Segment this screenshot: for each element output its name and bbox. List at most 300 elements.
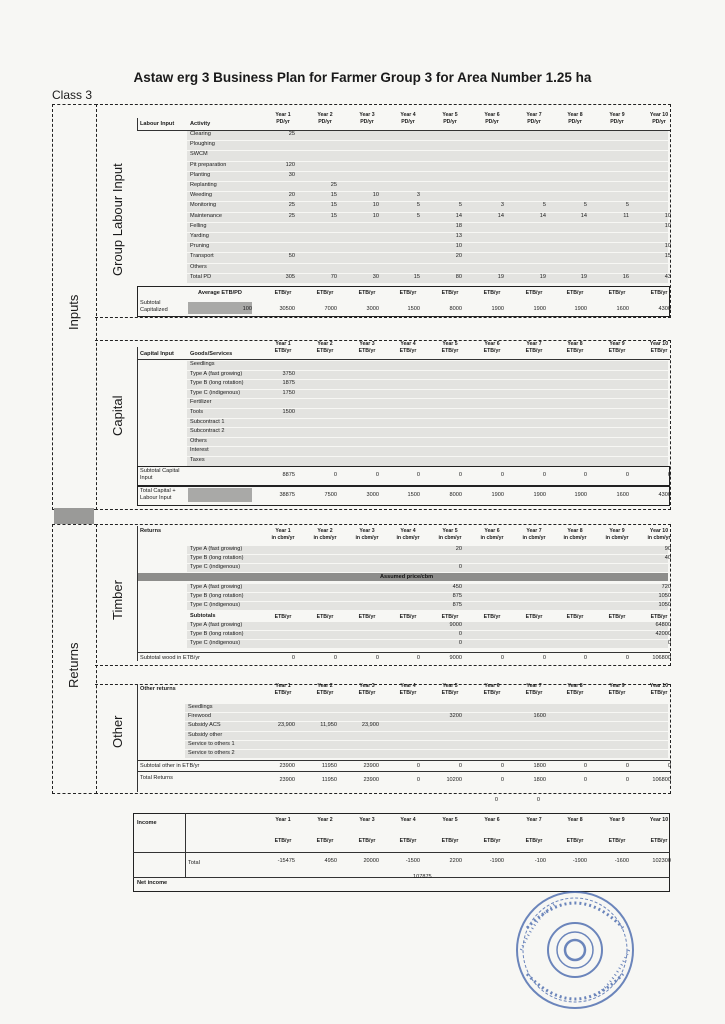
other-row-label: Subsidy ACS — [188, 722, 221, 729]
other-total-cell: 0 — [583, 777, 587, 783]
other-subtotal-cell: 0 — [458, 763, 462, 769]
capital-year-header: Year 4 — [400, 341, 416, 347]
timber-price-row-label: Type A (fast growing) — [190, 584, 243, 590]
other-total-cell: 23900 — [279, 777, 295, 783]
capital-subtotal-label: Subtotal Capital Input — [140, 468, 180, 481]
timber-subtotals-unit: ETB/yr — [358, 614, 376, 620]
other-cell: 23,900 — [277, 722, 295, 729]
capital-unit-header: ETB/yr — [566, 348, 584, 354]
other-subtotal-rule — [137, 760, 670, 761]
timber-value-cell: 0 — [667, 640, 671, 646]
capital-total-cell: 1900 — [533, 492, 546, 498]
timber-value-row-band — [187, 640, 668, 648]
labour-cell: 20 — [455, 253, 462, 260]
timber-corner-vrule — [137, 526, 138, 661]
other-subtotal-cell: 11950 — [321, 763, 337, 769]
other-total-rule — [137, 771, 670, 772]
other-unit-header: ETB/yr — [399, 690, 417, 696]
timber-subtotal-wood-cell: 0 — [333, 655, 337, 661]
timber-volume-cell: 0 — [458, 564, 462, 570]
below-value-1: 0 — [494, 797, 498, 803]
income-unit-header: ETB/yr — [441, 838, 459, 844]
labour-cell: 19 — [580, 273, 587, 280]
assumed-price-label: Assumed price/cbm — [380, 574, 434, 580]
timber-value-row-label: Type C (indigenous) — [190, 640, 241, 646]
timber-price-row-label: Type B (long rotation) — [190, 593, 244, 599]
income-total-cell: 4950 — [324, 858, 337, 864]
labour-row-band — [187, 192, 668, 201]
labour-cell: 10 — [455, 243, 462, 250]
capital-subtotal-cell: 0 — [667, 472, 671, 478]
timber-price-cell: 720 — [661, 584, 671, 590]
labour-subtotal-cell: 7000 — [324, 306, 337, 312]
labour-etb-header: ETB/yr — [608, 290, 626, 296]
labour-year-header: Year 6 — [484, 112, 500, 118]
labour-row-label: Others — [190, 263, 207, 270]
capital-subtotal-cell: 0 — [333, 472, 337, 478]
labour-row-band — [187, 213, 668, 222]
capital-total-label: Total Capital + Labour Input — [140, 488, 176, 501]
capital-row-band — [187, 409, 668, 418]
timber-value-row-band — [187, 622, 668, 630]
capital-year-header: Year 5 — [442, 341, 458, 347]
capital-unit-header: ETB/yr — [483, 348, 501, 354]
capital-row-band — [187, 399, 668, 408]
capital-cell: 1750 — [282, 389, 295, 396]
capital-year-header: Year 3 — [359, 341, 375, 347]
capital-unit-header: ETB/yr — [608, 348, 626, 354]
labour-unit-header: PD/yr — [443, 119, 457, 125]
other-total-cell: 0 — [416, 777, 420, 783]
labour-cell: 14 — [497, 212, 504, 219]
income-year-header: Year 4 — [400, 817, 416, 823]
labour-row-label: Maintenance — [190, 212, 223, 219]
capital-unit-header: ETB/yr — [525, 348, 543, 354]
timber-volume-row-band — [187, 564, 668, 572]
timber-subtotals-unit: ETB/yr — [316, 614, 334, 620]
subtotal-wood-rule — [137, 652, 670, 653]
timber-value-cell: 42000 — [655, 631, 671, 637]
capital-year-header: Year 1 — [275, 341, 291, 347]
labour-cell: 13 — [455, 233, 462, 239]
other-row-band — [185, 750, 668, 758]
other-year-header: Year 3 — [359, 683, 375, 689]
capital-subtotal-cell: 0 — [375, 472, 379, 478]
labour-row-band — [187, 172, 668, 181]
other-subtotal-cell: 0 — [416, 763, 420, 769]
capital-row-band — [187, 380, 668, 389]
other-total-cell: 11950 — [321, 777, 337, 783]
income-unit-header: ETB/yr — [608, 838, 626, 844]
capital-subtotal-box — [137, 466, 670, 486]
labour-cell: 25 — [288, 202, 295, 209]
capital-subtotal-cell: 0 — [500, 472, 504, 478]
labour-year-header: Year 3 — [359, 112, 375, 118]
labour-row-label: Transport — [190, 253, 214, 260]
labour-row-label: Replanting — [190, 182, 217, 188]
capital-row-band — [187, 447, 668, 456]
other-year-header: Year 1 — [275, 683, 291, 689]
other-subtotal-cell: 23900 — [279, 763, 295, 769]
other-corner-vrule — [137, 684, 138, 792]
timber-year-header: Year 4 — [400, 528, 416, 534]
labour-row-band — [187, 162, 668, 171]
labour-corner: Labour Input — [140, 121, 175, 127]
income-year-header: Year 10 — [649, 817, 669, 823]
income-year-header: Year 1 — [275, 817, 291, 823]
other-subtotal-cell: 0 — [625, 763, 629, 769]
other-cell: 11,950 — [320, 722, 337, 729]
labour-subtotal-cell: 4300 — [658, 306, 671, 312]
capital-total-cell: 1600 — [616, 492, 629, 498]
other-subtotal-cell: 0 — [500, 763, 504, 769]
labour-row-band — [187, 131, 668, 140]
income-total-cell: -100 — [534, 858, 546, 864]
other-unit-header: ETB/yr — [358, 690, 376, 696]
labour-year-header: Year 4 — [400, 112, 416, 118]
capital-total-cell: 1500 — [407, 492, 420, 498]
timber-price-cell: 1050 — [658, 593, 671, 599]
capital-row-band — [187, 419, 668, 428]
income-unit-header: ETB/yr — [525, 838, 543, 844]
timber-volume-row-label: Type A (fast growing) — [190, 546, 243, 552]
labour-row-band — [187, 233, 668, 242]
other-row-label: Service to others 2 — [188, 750, 235, 756]
income-total-cell: -1900 — [489, 858, 504, 864]
capital-row-band — [187, 438, 668, 447]
income-mid-rule — [133, 852, 670, 853]
labour-cell: 15 — [413, 273, 420, 280]
income-total-cell: -1600 — [614, 858, 629, 864]
labour-cell: 10 — [372, 212, 379, 219]
other-cell: 3200 — [449, 713, 462, 720]
income-year-header: Year 5 — [442, 817, 458, 823]
labour-cell: 19 — [539, 273, 546, 280]
labour-cell: 15 — [330, 192, 337, 199]
labour-cell: 14 — [580, 212, 587, 219]
capital-total-cell: 3000 — [366, 492, 379, 498]
labour-row-label: Weeding — [190, 192, 212, 199]
other-year-header: Year 10 — [649, 683, 669, 689]
income-total-cell: -1900 — [572, 858, 587, 864]
labour-unit-header: PD/yr — [568, 119, 582, 125]
labour-year-header: Year 10 — [649, 112, 669, 118]
capital-row-label: Tools — [190, 409, 204, 415]
labour-etb-header: ETB/yr — [483, 290, 501, 296]
labour-etb-header: ETB/yr — [441, 290, 459, 296]
timber-unit-header: in cbm/yr — [271, 535, 295, 541]
capital-cell: 3750 — [282, 370, 295, 377]
other-total-cell: 10200 — [446, 777, 462, 783]
capital-subtotal-cell: 0 — [458, 472, 462, 478]
timber-unit-header: in cbm/yr — [563, 535, 587, 541]
labour-row-label: Pit preparation — [190, 161, 227, 168]
labour-cell: 70 — [330, 273, 337, 280]
timber-year-header: Year 5 — [442, 528, 458, 534]
labour-row-band — [187, 243, 668, 252]
timber-price-row-band — [187, 593, 668, 601]
labour-row-label: Ploughing — [190, 141, 215, 148]
capital-row-label: Subcontract 1 — [190, 418, 225, 425]
capital-row-label: Type B (long rotation) — [190, 380, 244, 387]
timber-corner: Returns — [140, 528, 162, 534]
timber-volume-cell: 90 — [664, 546, 671, 552]
labour-etb-header: ETB/yr — [358, 290, 376, 296]
other-total-cell: 0 — [500, 777, 504, 783]
capital-row-label: Seedlings — [190, 361, 215, 367]
labour-row-band — [187, 253, 668, 262]
labour-cell: 80 — [455, 273, 462, 280]
timber-subtotal-wood-cell: 0 — [583, 655, 587, 661]
labour-cell: 15 — [330, 202, 337, 209]
other-unit-header: ETB/yr — [650, 690, 668, 696]
timber-subtotal-wood-cell: 0 — [542, 655, 546, 661]
other-total-label: Total Returns — [140, 775, 173, 781]
other-row-band — [185, 732, 668, 740]
timber-price-cell: 450 — [452, 584, 462, 590]
income-inner-vrule — [185, 813, 186, 877]
income-unit-header: ETB/yr — [316, 838, 334, 844]
other-unit-header: ETB/yr — [566, 690, 584, 696]
labour-row-band — [187, 141, 668, 150]
labour-subtotal-cell: 8000 — [449, 306, 462, 312]
labour-cell: 10 — [372, 192, 379, 199]
capital-subtotal-cell: 0 — [625, 472, 629, 478]
labour-row-label: SWCM — [190, 151, 208, 158]
capital-row-label: Subcontract 2 — [190, 428, 225, 435]
labour-cell: 15 — [330, 212, 337, 219]
capital-row-band — [187, 428, 668, 437]
income-total-cell: 2200 — [449, 858, 462, 864]
timber-unit-header: in cbm/yr — [313, 535, 337, 541]
income-unit-header: ETB/yr — [566, 838, 584, 844]
income-unit-header: ETB/yr — [358, 838, 376, 844]
income-year-header: Year 8 — [567, 817, 583, 823]
labour-year-header: Year 2 — [317, 112, 333, 118]
capital-row-band — [187, 390, 668, 399]
timber-volume-row-label: Type B (long rotation) — [190, 555, 244, 561]
timber-subtotal-wood-cell: 0 — [291, 655, 295, 661]
labour-subtotal-cell: 30500 — [279, 306, 295, 312]
capital-year-header: Year 7 — [526, 341, 542, 347]
timber-section-label: Timber — [110, 580, 125, 620]
other-row-label: Service to others 1 — [188, 740, 235, 747]
timber-volume-row-label: Type C (indigenous) — [190, 564, 241, 570]
labour-cell: 3 — [500, 202, 504, 209]
labour-year-header: Year 7 — [526, 112, 542, 118]
timber-price-row-label: Type C (indigenous) — [190, 602, 241, 608]
labour-cell: 10 — [664, 212, 671, 219]
other-subtotal-cell: 0 — [667, 763, 671, 769]
labour-unit-header: PD/yr — [652, 119, 666, 125]
timber-price-cell: 875 — [452, 602, 462, 608]
labour-cell: 11 — [623, 212, 629, 219]
timber-unit-header: in cbm/yr — [480, 535, 504, 541]
labour-cell: 5 — [416, 212, 420, 219]
timber-value-cell: 0 — [458, 640, 462, 646]
capital-row-label: Fertilizer — [190, 399, 212, 406]
income-total-cell: -1500 — [405, 858, 420, 864]
timber-price-cell: 1050 — [658, 602, 671, 608]
labour-subtotal-cell: 1500 — [407, 306, 420, 312]
labour-cell: 120 — [285, 161, 295, 168]
labour-cell: 10 — [664, 243, 671, 250]
other-row-band — [185, 722, 668, 730]
net-income-label: Net income — [137, 880, 168, 886]
labour-unit-header: PD/yr — [485, 119, 499, 125]
timber-subtotals-unit: ETB/yr — [441, 614, 459, 620]
other-total-cell: 106800 — [652, 777, 671, 783]
capital-total-cell: 1900 — [574, 492, 587, 498]
labour-year-header: Year 5 — [442, 112, 458, 118]
timber-unit-header: in cbm/yr — [647, 535, 671, 541]
labour-cell: 5 — [416, 202, 420, 209]
timber-unit-header: in cbm/yr — [605, 535, 629, 541]
labour-cell: 43 — [664, 273, 671, 280]
labour-cell: 305 — [285, 273, 295, 280]
income-unit-header: ETB/yr — [399, 838, 417, 844]
capital-unit-header: ETB/yr — [358, 348, 376, 354]
labour-unit-header: PD/yr — [401, 119, 415, 125]
labour-row-band — [187, 202, 668, 211]
other-corner: Other returns — [140, 686, 176, 692]
other-unit-header: ETB/yr — [441, 690, 459, 696]
timber-value-cell: 9000 — [449, 622, 462, 628]
labour-cell: 19 — [497, 273, 504, 280]
capital-header-rule — [137, 359, 670, 360]
income-year-header: Year 9 — [609, 817, 625, 823]
income-total-cell: 20000 — [363, 858, 379, 864]
income-year-header: Year 3 — [359, 817, 375, 823]
timber-subtotals-unit: ETB/yr — [525, 614, 543, 620]
timber-unit-header: in cbm/yr — [355, 535, 379, 541]
labour-etb-header: ETB/yr — [650, 290, 668, 296]
capital-row-band — [187, 457, 668, 466]
labour-year-header: Year 1 — [275, 112, 291, 118]
other-section-label: Other — [110, 715, 125, 748]
capital-year-header: Year 9 — [609, 341, 625, 347]
labour-subtotal-cell: 1900 — [533, 306, 546, 312]
capital-total-cell: 1900 — [491, 492, 504, 498]
labour-unit-header: PD/yr — [318, 119, 332, 125]
labour-cell: 20 — [288, 192, 295, 199]
timber-year-header: Year 9 — [609, 528, 625, 534]
capital-corner: Capital Input — [140, 351, 174, 357]
timber-subtotal-wood-cell: 0 — [416, 655, 420, 661]
other-total-cell: 0 — [625, 777, 629, 783]
labour-etb-header: ETB/yr — [525, 290, 543, 296]
labour-section-label: Group Labour Input — [110, 163, 125, 276]
other-unit-header: ETB/yr — [608, 690, 626, 696]
timber-volume-cell: 40 — [664, 555, 671, 561]
timber-year-header: Year 1 — [275, 528, 291, 534]
income-total-cell: -15475 — [277, 858, 295, 864]
labour-cell: 5 — [542, 202, 546, 209]
income-year-header: Year 6 — [484, 817, 500, 823]
other-row-label: Subsidy other — [188, 731, 223, 738]
other-year-header: Year 9 — [609, 683, 625, 689]
capital-cell: 1500 — [282, 409, 295, 415]
timber-subtotal-wood-cell: 9000 — [449, 655, 462, 661]
timber-volume-cell: 20 — [455, 546, 462, 552]
net-income-value: 107875 — [413, 874, 432, 880]
income-label: Income — [137, 820, 157, 826]
capital-unit-header: ETB/yr — [441, 348, 459, 354]
capital-row-label: Type A (fast growing) — [190, 370, 243, 377]
labour-etb-header: ETB/yr — [566, 290, 584, 296]
class-label: Class 3 — [52, 88, 93, 102]
labour-row-label: Monitoring — [190, 202, 217, 209]
income-year-header: Year 7 — [526, 817, 542, 823]
other-year-header: Year 6 — [484, 683, 500, 689]
labour-unit-header: PD/yr — [276, 119, 290, 125]
labour-cell: 15 — [664, 253, 671, 260]
labour-year-header: Year 9 — [609, 112, 625, 118]
income-unit-header: ETB/yr — [274, 838, 292, 844]
timber-value-row-band — [187, 631, 668, 639]
other-cell: 1600 — [533, 713, 546, 720]
labour-unit-header: PD/yr — [610, 119, 624, 125]
labour-row-band — [187, 223, 668, 232]
labour-row-band — [187, 182, 668, 191]
other-cell: 23,900 — [361, 722, 379, 729]
capital-unit-header: ETB/yr — [650, 348, 668, 354]
capital-total-cell: 7500 — [324, 492, 337, 498]
timber-subtotals-label: Subtotals — [190, 613, 216, 619]
capital-subtotal-cell: 0 — [416, 472, 420, 478]
timber-year-header: Year 7 — [526, 528, 542, 534]
timber-subtotals-unit: ETB/yr — [483, 614, 501, 620]
other-unit-header: ETB/yr — [274, 690, 292, 696]
timber-subtotals-unit: ETB/yr — [566, 614, 584, 620]
capital-total-cell: 38875 — [279, 492, 295, 498]
other-subtotal-cell: 1800 — [533, 763, 546, 769]
capital-subtotal-cell: 8875 — [282, 472, 295, 478]
timber-subtotals-unit: ETB/yr — [399, 614, 417, 620]
labour-etb-header: ETB/yr — [274, 290, 292, 296]
timber-year-header: Year 3 — [359, 528, 375, 534]
timber-value-row-label: Type A (fast growing) — [190, 622, 243, 628]
income-total-label: Total — [188, 860, 200, 866]
timber-value-cell: 0 — [458, 631, 462, 637]
timber-year-header: Year 8 — [567, 528, 583, 534]
capital-subtotal-cell: 0 — [583, 472, 587, 478]
capital-row-label: Type C (indigenous) — [190, 389, 241, 396]
timber-price-cell: 875 — [452, 593, 462, 599]
income-unit-header: ETB/yr — [650, 838, 668, 844]
timber-unit-header: in cbm/yr — [522, 535, 546, 541]
other-row-band — [185, 741, 668, 749]
capital-total-cell: 8000 — [449, 492, 462, 498]
labour-subtotal-cell: 1900 — [491, 306, 504, 312]
capital-row-label: Interest — [190, 447, 209, 454]
labour-etb-header: ETB/yr — [399, 290, 417, 296]
other-unit-header: ETB/yr — [525, 690, 543, 696]
timber-year-header: Year 10 — [649, 528, 669, 534]
capital-year-header: Year 2 — [317, 341, 333, 347]
timber-value-row-label: Type B (long rotation) — [190, 631, 244, 637]
capital-cell: 1875 — [282, 380, 295, 387]
labour-row-label: Yarding — [190, 233, 209, 239]
labour-cell: 30 — [288, 171, 295, 178]
timber-subtotals-unit: ETB/yr — [274, 614, 292, 620]
labour-subtotal-label: Subtotal Capitalized — [140, 300, 168, 313]
returns-label: Returns — [66, 642, 81, 688]
other-year-header: Year 8 — [567, 683, 583, 689]
labour-row-label: Pruning — [190, 243, 210, 250]
other-row-band — [185, 704, 668, 712]
capital-unit-header: ETB/yr — [399, 348, 417, 354]
